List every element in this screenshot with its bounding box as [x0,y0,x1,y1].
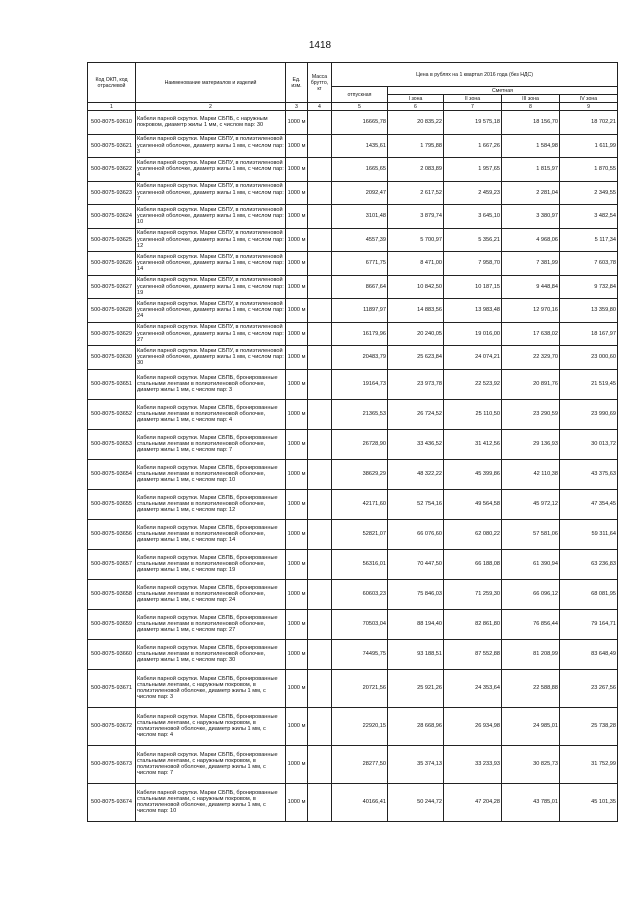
cell-code: 500-8075-93660 [88,639,136,669]
cell-unit: 1000 м [286,459,308,489]
table-row [88,205,618,229]
table-row [88,489,618,519]
cell-zone-1-price: 23 973,78 [388,369,444,399]
cell-release-price: 2092,47 [332,181,388,205]
header-name: Наименование материалов и изделий [136,63,286,103]
header-mass: Масса брутто, кг [308,63,332,103]
col-number: 2 [136,103,286,111]
cell-unit: 1000 м [286,275,308,299]
cell-mass [308,275,332,299]
cell-zone-2-price: 25 110,50 [444,399,502,429]
cell-release-price: 1665,65 [332,158,388,182]
cell-zone-1-price: 93 188,51 [388,639,444,669]
table-row [88,252,618,276]
cell-zone-3-price: 1 815,97 [502,158,560,182]
cell-code: 500-8075-93652 [88,399,136,429]
cell-zone-4-price: 23 267,56 [560,669,618,707]
cell-name: Кабели парной скрутки. Марки СБПБ, бронированные стальными лентами в полиэтиленовой оболочке, диаметр жилы 1 мм, с числом пар: 30 [136,639,286,669]
cell-zone-2-price: 26 934,98 [444,707,502,745]
cell-code: 500-8075-93655 [88,489,136,519]
cell-unit: 1000 м [286,549,308,579]
cell-zone-3-price: 22 588,88 [502,669,560,707]
cell-unit: 1000 м [286,783,308,821]
cell-zone-1-price: 3 879,74 [388,205,444,229]
cell-zone-1-price: 2 083,89 [388,158,444,182]
cell-zone-2-price: 10 187,15 [444,275,502,299]
cell-name: Кабели парной скрутки. Марки СБПБ, бронированные стальными лентами в полиэтиленовой оболочке, диаметр жилы 1 мм, с числом пар: 24 [136,579,286,609]
cell-zone-2-price: 62 080,22 [444,519,502,549]
cell-code: 500-8075-93658 [88,579,136,609]
header-code: Код ОКП, код отраслевой [88,63,136,103]
cell-zone-1-price: 10 842,50 [388,275,444,299]
cell-code: 500-8075-93622 [88,158,136,182]
table-row [88,399,618,429]
cell-zone-1-price: 66 076,60 [388,519,444,549]
cell-unit: 1000 м [286,707,308,745]
cell-zone-3-price: 12 970,16 [502,299,560,323]
cell-code: 500-8075-93673 [88,745,136,783]
cell-zone-4-price: 59 311,64 [560,519,618,549]
cell-zone-4-price: 18 702,21 [560,111,618,135]
cell-code: 500-8075-93659 [88,609,136,639]
cell-name: Кабели парной скрутки. Марки СБПБ, бронированные стальными лентами в полиэтиленовой оболочке, диаметр жилы 1 мм, с числом пар: 14 [136,519,286,549]
cell-zone-1-price: 35 374,13 [388,745,444,783]
cell-code: 500-8075-93672 [88,707,136,745]
cell-code: 500-8075-93625 [88,228,136,252]
col-number: 4 [308,103,332,111]
cell-unit: 1000 м [286,669,308,707]
cell-mass [308,205,332,229]
col-number: 5 [332,103,388,111]
cell-release-price: 6771,75 [332,252,388,276]
cell-zone-4-price: 63 236,83 [560,549,618,579]
cell-zone-4-price: 1 611,99 [560,134,618,158]
cell-release-price: 4557,39 [332,228,388,252]
cell-unit: 1000 м [286,429,308,459]
header-zone-1: I зона [388,95,444,103]
cell-zone-2-price: 47 204,28 [444,783,502,821]
table-row [88,745,618,783]
cell-name: Кабели парной скрутки. Марки СБПУ, в полиэтиленовой усиленной оболочке, диаметр жилы 1 мм, с числом пар: 7 [136,181,286,205]
cell-zone-1-price: 25 921,26 [388,669,444,707]
cell-unit: 1000 м [286,519,308,549]
cell-code: 500-8075-93624 [88,205,136,229]
cell-zone-4-price: 7 603,78 [560,252,618,276]
cell-zone-1-price: 52 754,16 [388,489,444,519]
cell-unit: 1000 м [286,346,308,370]
cell-zone-1-price: 26 724,52 [388,399,444,429]
cell-code: 500-8075-93610 [88,111,136,135]
cell-code: 500-8075-93629 [88,322,136,346]
cell-name: Кабели парной скрутки. Марки СБПУ, в полиэтиленовой усиленной оболочке, диаметр жилы 1 мм, с числом пар: 10 [136,205,286,229]
header-release: отпускная [332,87,388,103]
cell-mass [308,745,332,783]
table-row [88,429,618,459]
cell-zone-1-price: 33 436,52 [388,429,444,459]
cell-zone-1-price: 88 194,40 [388,609,444,639]
cell-zone-3-price: 3 380,97 [502,205,560,229]
cell-mass [308,322,332,346]
cell-zone-3-price: 23 290,59 [502,399,560,429]
cell-name: Кабели парной скрутки. Марки СБПУ, в полиэтиленовой усиленной оболочке, диаметр жилы 1 мм, с числом пар: 4 [136,158,286,182]
cell-code: 500-8075-93626 [88,252,136,276]
cell-unit: 1000 м [286,158,308,182]
cell-zone-4-price: 79 164,71 [560,609,618,639]
cell-zone-1-price: 28 668,96 [388,707,444,745]
cell-mass [308,158,332,182]
cell-zone-4-price: 2 349,55 [560,181,618,205]
cell-mass [308,252,332,276]
cell-zone-3-price: 61 390,94 [502,549,560,579]
cell-zone-3-price: 17 638,02 [502,322,560,346]
cell-zone-2-price: 3 645,10 [444,205,502,229]
cell-name: Кабели парной скрутки. Марки СБПБ, бронированные стальными лентами в полиэтиленовой оболочке, диаметр жилы 1 мм, с числом пар: 12 [136,489,286,519]
cell-release-price: 20483,79 [332,346,388,370]
cell-zone-2-price: 66 188,08 [444,549,502,579]
cell-release-price: 70503,04 [332,609,388,639]
cell-zone-2-price: 24 353,64 [444,669,502,707]
cell-code: 500-8075-93656 [88,519,136,549]
header-zone-4: IV зона [560,95,618,103]
col-number: 8 [502,103,560,111]
cell-release-price: 16665,78 [332,111,388,135]
cell-mass [308,519,332,549]
cell-code: 500-8075-93653 [88,429,136,459]
cell-mass [308,399,332,429]
cell-zone-3-price: 2 281,04 [502,181,560,205]
cell-release-price: 20721,56 [332,669,388,707]
cell-zone-4-price: 3 482,54 [560,205,618,229]
cell-name: Кабели парной скрутки. Марки СБПУ, в полиэтиленовой усиленной оболочке, диаметр жилы 1 мм, с числом пар: 3 [136,134,286,158]
cell-zone-4-price: 25 738,28 [560,707,618,745]
cell-unit: 1000 м [286,322,308,346]
cell-name: Кабели парной скрутки. Марки СБПБ, бронированные стальными лентами в полиэтиленовой оболочке, диаметр жилы 1 мм, с числом пар: 7 [136,429,286,459]
table-row [88,346,618,370]
cell-mass [308,669,332,707]
cell-code: 500-8075-93654 [88,459,136,489]
cell-name: Кабели парной скрутки. Марки СБПБ, бронированные стальными лентами, с наружным покровом, в полиэтиленовой оболочке, диаметр жилы 1 мм, с числом пар: 10 [136,783,286,821]
table-row [88,181,618,205]
cell-zone-4-price: 18 167,97 [560,322,618,346]
cell-release-price: 3101,48 [332,205,388,229]
cell-zone-3-price: 24 985,01 [502,707,560,745]
cell-name: Кабели парной скрутки. Марки СБПБ, с наружным покровом, диаметр жилы 1 мм, с числом пар: 30 [136,111,286,135]
cell-release-price: 42171,60 [332,489,388,519]
cell-zone-4-price: 23 990,69 [560,399,618,429]
cell-unit: 1000 м [286,369,308,399]
cell-name: Кабели парной скрутки. Марки СБПБ, бронированные стальными лентами в полиэтиленовой оболочке, диаметр жилы 1 мм, с числом пар: 19 [136,549,286,579]
cell-zone-4-price: 9 732,84 [560,275,618,299]
table-row [88,134,618,158]
cell-mass [308,299,332,323]
cell-name: Кабели парной скрутки. Марки СБПБ, бронированные стальными лентами, с наружным покровом, в полиэтиленовой оболочке, диаметр жилы 1 мм, с числом пар: 3 [136,669,286,707]
cell-zone-2-price: 19 016,00 [444,322,502,346]
cell-zone-2-price: 31 412,56 [444,429,502,459]
cell-unit: 1000 м [286,111,308,135]
col-number: 3 [286,103,308,111]
table-row [88,369,618,399]
cell-zone-3-price: 66 096,12 [502,579,560,609]
cell-unit: 1000 м [286,134,308,158]
cell-zone-2-price: 71 259,30 [444,579,502,609]
cell-code: 500-8075-93651 [88,369,136,399]
cell-release-price: 22920,15 [332,707,388,745]
cell-zone-1-price: 75 846,03 [388,579,444,609]
header-zone-2: II зона [444,95,502,103]
cell-unit: 1000 м [286,181,308,205]
cell-name: Кабели парной скрутки. Марки СБПУ, в полиэтиленовой усиленной оболочке, диаметр жилы 1 мм, с числом пар: 24 [136,299,286,323]
cell-zone-4-price: 45 101,35 [560,783,618,821]
col-number: 7 [444,103,502,111]
cell-zone-3-price: 18 156,70 [502,111,560,135]
cell-zone-4-price: 47 354,45 [560,489,618,519]
cell-zone-4-price: 30 013,72 [560,429,618,459]
cell-zone-1-price: 70 447,50 [388,549,444,579]
cell-mass [308,707,332,745]
table-row [88,459,618,489]
cell-unit: 1000 м [286,228,308,252]
cell-zone-2-price: 24 074,21 [444,346,502,370]
cell-zone-1-price: 20 835,22 [388,111,444,135]
table-row [88,609,618,639]
cell-code: 500-8075-93671 [88,669,136,707]
cell-zone-3-price: 20 891,76 [502,369,560,399]
cell-zone-3-price: 76 856,44 [502,609,560,639]
cell-release-price: 28277,50 [332,745,388,783]
cell-zone-2-price: 49 564,58 [444,489,502,519]
cell-zone-3-price: 45 972,12 [502,489,560,519]
cell-name: Кабели парной скрутки. Марки СБПБ, бронированные стальными лентами, с наружным покровом, в полиэтиленовой оболочке, диаметр жилы 1 мм, с числом пар: 4 [136,707,286,745]
cell-mass [308,181,332,205]
cell-release-price: 38629,29 [332,459,388,489]
cell-zone-1-price: 5 700,97 [388,228,444,252]
cell-zone-3-price: 22 329,70 [502,346,560,370]
cell-release-price: 1435,61 [332,134,388,158]
cell-mass [308,111,332,135]
cell-zone-2-price: 22 523,92 [444,369,502,399]
page-number: 1418 [308,40,332,51]
cell-zone-2-price: 1 667,26 [444,134,502,158]
cell-unit: 1000 м [286,639,308,669]
cell-release-price: 52821,07 [332,519,388,549]
cell-zone-1-price: 8 471,00 [388,252,444,276]
col-number: 1 [88,103,136,111]
table-row [88,707,618,745]
cell-zone-4-price: 43 375,63 [560,459,618,489]
cell-zone-4-price: 5 117,34 [560,228,618,252]
cell-zone-2-price: 82 861,80 [444,609,502,639]
header-unit: Ед. изм. [286,63,308,103]
cell-name: Кабели парной скрутки. Марки СБПУ, в полиэтиленовой усиленной оболочке, диаметр жилы 1 мм, с числом пар: 19 [136,275,286,299]
cell-zone-3-price: 7 381,99 [502,252,560,276]
table-row [88,639,618,669]
cell-zone-2-price: 2 459,23 [444,181,502,205]
cell-zone-2-price: 7 958,70 [444,252,502,276]
cell-zone-2-price: 5 356,21 [444,228,502,252]
cell-zone-2-price: 33 233,93 [444,745,502,783]
cell-zone-1-price: 14 883,56 [388,299,444,323]
cell-zone-3-price: 81 208,99 [502,639,560,669]
table-row [88,299,618,323]
cell-zone-4-price: 13 359,80 [560,299,618,323]
cell-unit: 1000 м [286,745,308,783]
cell-unit: 1000 м [286,489,308,519]
cell-zone-4-price: 23 000,60 [560,346,618,370]
cell-zone-4-price: 21 519,45 [560,369,618,399]
table-row [88,111,618,135]
cell-zone-4-price: 68 081,95 [560,579,618,609]
cell-code: 500-8075-93628 [88,299,136,323]
cell-zone-3-price: 9 448,84 [502,275,560,299]
header-zone-3: III зона [502,95,560,103]
cell-mass [308,783,332,821]
table-row [88,158,618,182]
cell-name: Кабели парной скрутки. Марки СБПУ, в полиэтиленовой усиленной оболочке, диаметр жилы 1 мм, с числом пар: 12 [136,228,286,252]
cell-unit: 1000 м [286,579,308,609]
table-row [88,549,618,579]
cell-unit: 1000 м [286,252,308,276]
cell-zone-3-price: 57 581,06 [502,519,560,549]
cell-name: Кабели парной скрутки. Марки СБПБ, бронированные стальными лентами в полиэтиленовой оболочке, диаметр жилы 1 мм, с числом пар: 4 [136,399,286,429]
cell-zone-1-price: 48 322,22 [388,459,444,489]
table-header [88,63,618,111]
cell-name: Кабели парной скрутки. Марки СБПБ, бронированные стальными лентами в полиэтиленовой оболочке, диаметр жилы 1 мм, с числом пар: 3 [136,369,286,399]
table-body [88,111,618,822]
cell-code: 500-8075-93674 [88,783,136,821]
cell-mass [308,459,332,489]
cell-release-price: 21365,53 [332,399,388,429]
table-row [88,228,618,252]
table-row [88,322,618,346]
cell-mass [308,489,332,519]
cell-mass [308,134,332,158]
cell-code: 500-8075-93623 [88,181,136,205]
header-price-group: Цена в рублях на 1 квартал 2016 года (без НДС) [332,63,618,87]
cell-name: Кабели парной скрутки. Марки СБПУ, в полиэтиленовой усиленной оболочке, диаметр жилы 1 мм, с числом пар: 14 [136,252,286,276]
cell-zone-1-price: 50 244,72 [388,783,444,821]
cell-zone-1-price: 25 623,84 [388,346,444,370]
cell-zone-2-price: 45 399,86 [444,459,502,489]
table-row [88,783,618,821]
cell-name: Кабели парной скрутки. Марки СБПБ, бронированные стальными лентами, с наружным покровом, в полиэтиленовой оболочке, диаметр жилы 1 мм, с числом пар: 7 [136,745,286,783]
cell-code: 500-8075-93627 [88,275,136,299]
cell-code: 500-8075-93630 [88,346,136,370]
cell-unit: 1000 м [286,205,308,229]
cell-name: Кабели парной скрутки. Марки СБПБ, бронированные стальными лентами в полиэтиленовой оболочке, диаметр жилы 1 мм, с числом пар: 27 [136,609,286,639]
price-table [87,62,618,822]
table-row [88,669,618,707]
cell-zone-3-price: 4 968,06 [502,228,560,252]
cell-zone-4-price: 83 648,49 [560,639,618,669]
cell-code: 500-8075-93657 [88,549,136,579]
cell-zone-3-price: 29 136,93 [502,429,560,459]
cell-unit: 1000 м [286,399,308,429]
cell-zone-1-price: 1 795,88 [388,134,444,158]
cell-zone-3-price: 30 825,73 [502,745,560,783]
cell-mass [308,549,332,579]
cell-name: Кабели парной скрутки. Марки СБПУ, в полиэтиленовой усиленной оболочке, диаметр жилы 1 мм, с числом пар: 27 [136,322,286,346]
cell-name: Кабели парной скрутки. Марки СБПУ, в полиэтиленовой усиленной оболочке, диаметр жилы 1 мм, с числом пар: 30 [136,346,286,370]
cell-release-price: 11897,97 [332,299,388,323]
cell-zone-3-price: 1 584,98 [502,134,560,158]
cell-mass [308,609,332,639]
cell-release-price: 56316,01 [332,549,388,579]
col-number: 9 [560,103,618,111]
cell-zone-3-price: 43 785,01 [502,783,560,821]
cell-mass [308,369,332,399]
cell-release-price: 19164,73 [332,369,388,399]
cell-mass [308,579,332,609]
cell-zone-1-price: 20 240,05 [388,322,444,346]
cell-zone-2-price: 87 552,88 [444,639,502,669]
cell-unit: 1000 м [286,609,308,639]
cell-unit: 1000 м [286,299,308,323]
cell-release-price: 74495,75 [332,639,388,669]
cell-release-price: 8667,64 [332,275,388,299]
cell-zone-4-price: 1 870,55 [560,158,618,182]
cell-zone-2-price: 13 983,48 [444,299,502,323]
cell-release-price: 40166,41 [332,783,388,821]
cell-mass [308,639,332,669]
cell-zone-1-price: 2 617,52 [388,181,444,205]
cell-release-price: 16179,96 [332,322,388,346]
cell-mass [308,429,332,459]
cell-zone-2-price: 19 575,18 [444,111,502,135]
table-row [88,579,618,609]
cell-mass [308,228,332,252]
col-number: 6 [388,103,444,111]
cell-code: 500-8075-93621 [88,134,136,158]
cell-zone-4-price: 31 752,99 [560,745,618,783]
cell-zone-3-price: 42 110,38 [502,459,560,489]
cell-release-price: 60603,23 [332,579,388,609]
cell-release-price: 26728,90 [332,429,388,459]
header-estimate: Сметная [388,87,618,95]
cell-mass [308,346,332,370]
cell-zone-2-price: 1 957,65 [444,158,502,182]
table-row [88,275,618,299]
table-row [88,519,618,549]
cell-name: Кабели парной скрутки. Марки СБПБ, бронированные стальными лентами в полиэтиленовой оболочке, диаметр жилы 1 мм, с числом пар: 10 [136,459,286,489]
